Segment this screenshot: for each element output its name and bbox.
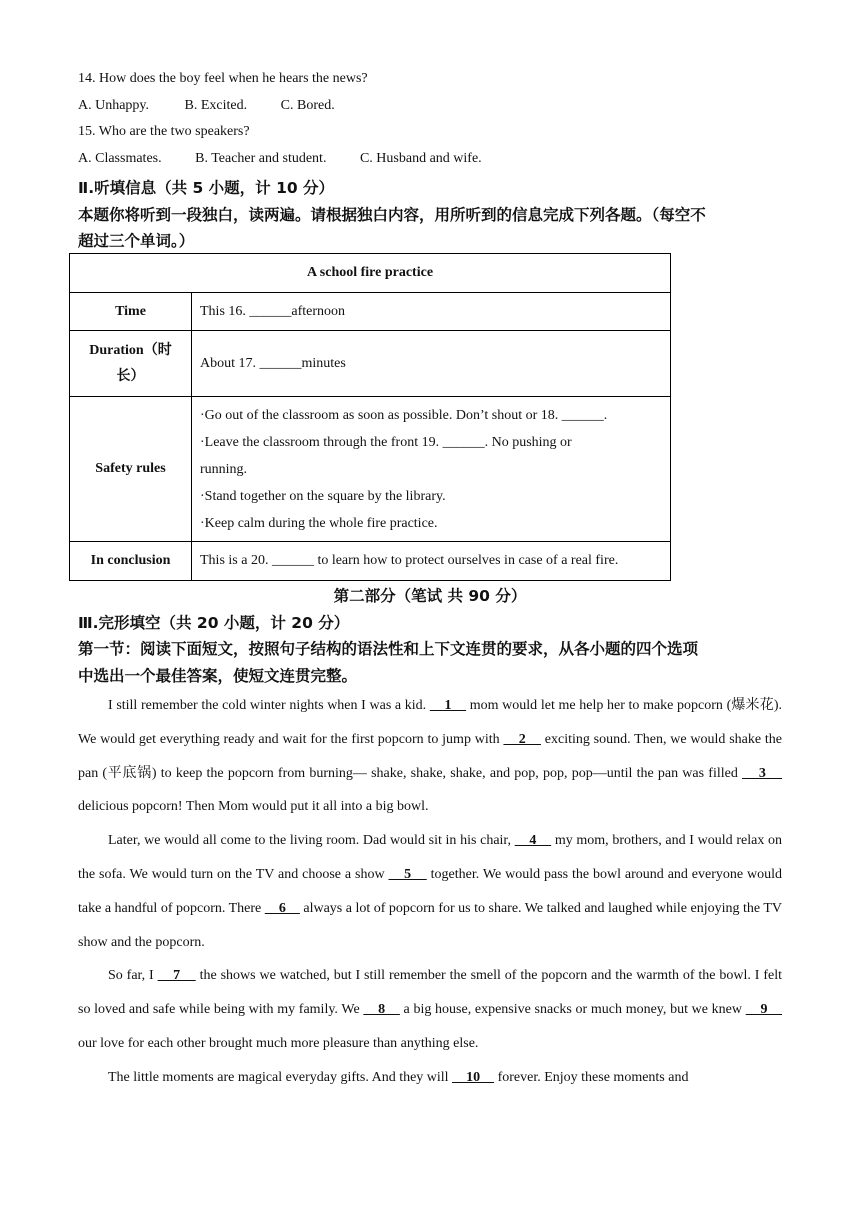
safety-rule: ·Keep calm during the whole fire practice.	[200, 515, 438, 531]
passage-text: delicious popcorn! Then Mom would put it all into a big bowl.	[78, 799, 429, 815]
question-14-text: 14. How does the boy feel when he hears the news?	[78, 71, 368, 86]
blank-8: 8	[363, 1002, 400, 1018]
safety-rule: ·Go out of the classroom as soon as possible. Don’t shout or 18. ______.	[200, 407, 608, 423]
row-content-safety	[192, 397, 671, 542]
passage-text: forever. Enjoy these moments and	[494, 1069, 689, 1085]
row-head-safety: Safety rules	[70, 397, 192, 542]
passage-text: my mom, brothers, and I would relax on the sofa. We would turn on the TV and choose a show	[78, 833, 782, 882]
paragraph-1	[78, 689, 782, 824]
blank-10: 10	[452, 1069, 495, 1085]
row-content-duration: About 17. ______minutes	[192, 331, 671, 397]
paragraph-2	[78, 824, 782, 959]
safety-rule: ·Stand together on the square by the library.	[200, 488, 446, 504]
section-2-instruction-line1: 本题你将听到一段独白，读两遍。请根据独白内容，用所听到的信息完成下列各题。（每空不	[78, 206, 706, 224]
passage-text: always a lot of popcorn for us to share. We talked and laughed while enjoying the TV show and the popcorn.	[78, 900, 783, 950]
passage-text: So far, I	[108, 968, 158, 984]
question-15	[78, 124, 250, 140]
table-title: A school fire practice	[70, 254, 671, 293]
blank-7: 7	[157, 968, 196, 984]
safety-rule: running.	[200, 461, 248, 477]
option-a: A. Unhappy.	[78, 98, 150, 113]
passage-text: the shows we watched, but I still remember the smell of the popcorn and the warmth of the bowl. I felt so loved and safe while being with my family. We	[78, 968, 782, 1018]
table-row	[70, 331, 671, 397]
table-row	[70, 397, 671, 542]
fire-practice-table	[69, 253, 671, 581]
question-14	[78, 71, 368, 87]
passage-text: our love for each other brought much more pleasure than anything else.	[78, 1035, 479, 1051]
passage-text: a big house, expensive snacks or much money, but we knew	[399, 1002, 746, 1018]
section-3-instruction-line2: 中选出一个最佳答案，使短文连贯完整。	[78, 667, 358, 685]
option-c: C. Bored.	[280, 98, 335, 113]
blank-3: 3	[742, 765, 783, 781]
passage-text: exciting sound. Then, we would shake the pan (平底锅) to keep the popcorn from burning— shake, shake, shake, and pop, pop, pop—until the pan was filled	[78, 731, 782, 781]
passage-text: together. We would pass the bowl around and everyone would take a handful of popcorn. There	[78, 866, 783, 916]
paragraph-4	[78, 1061, 782, 1095]
row-head-duration-line2: 长）	[116, 368, 145, 384]
option-c: C. Husband and wife.	[359, 151, 482, 166]
part-2-title: 第二部分（笔试 共 90 分）	[333, 587, 527, 605]
question-14-options	[78, 98, 335, 114]
blank-1: 1	[429, 698, 467, 713]
passage-text: mom would let me help her to make popcorn (爆米花). We would get everything ready and wait for the first popcorn to jump with	[78, 698, 783, 747]
passage-text: I still remember the cold winter nights when I was a kid.	[108, 698, 430, 713]
row-head-conclusion: In conclusion	[70, 542, 192, 581]
row-head-duration-line1: Duration（时	[89, 342, 172, 358]
passage-text: The little moments are magical everyday gifts. And they will	[108, 1069, 453, 1085]
row-content-conclusion: This is a 20. ______ to learn how to protect ourselves in case of a real fire.	[192, 542, 671, 581]
safety-rule: ·Leave the classroom through the front 19. ______. No pushing or	[200, 434, 572, 450]
blank-4: 4	[514, 833, 552, 849]
row-head-duration	[70, 331, 192, 397]
table-row	[70, 293, 671, 331]
question-15-options	[78, 151, 482, 167]
section-3-title: Ⅲ.完形填空（共 20 小题，计 20 分）	[78, 614, 350, 632]
table-title-row	[70, 254, 671, 293]
table-row	[70, 542, 671, 581]
section-2-instruction-line2: 超过三个单词。）	[78, 232, 195, 250]
cloze-passage	[78, 689, 782, 1095]
row-head-time: Time	[70, 293, 192, 331]
option-b: B. Teacher and student.	[195, 151, 327, 166]
blank-2: 2	[503, 731, 541, 747]
paragraph-3	[78, 959, 782, 1060]
blank-6: 6	[264, 900, 300, 916]
blank-9: 9	[745, 1002, 782, 1018]
question-15-text: 15. Who are the two speakers?	[78, 124, 250, 139]
section-2-title: Ⅱ.听填信息（共 5 小题，计 10 分）	[78, 179, 335, 197]
row-content-time: This 16. ______afternoon	[192, 293, 671, 331]
passage-text: Later, we would all come to the living room. Dad would sit in his chair,	[108, 833, 515, 849]
option-a: A. Classmates.	[78, 151, 162, 166]
option-b: B. Excited.	[184, 98, 248, 113]
blank-5: 5	[388, 866, 427, 882]
section-3-instruction-line1: 第一节：阅读下面短文，按照句子结构的语法性和上下文连贯的要求，从各小题的四个选项	[78, 640, 699, 658]
